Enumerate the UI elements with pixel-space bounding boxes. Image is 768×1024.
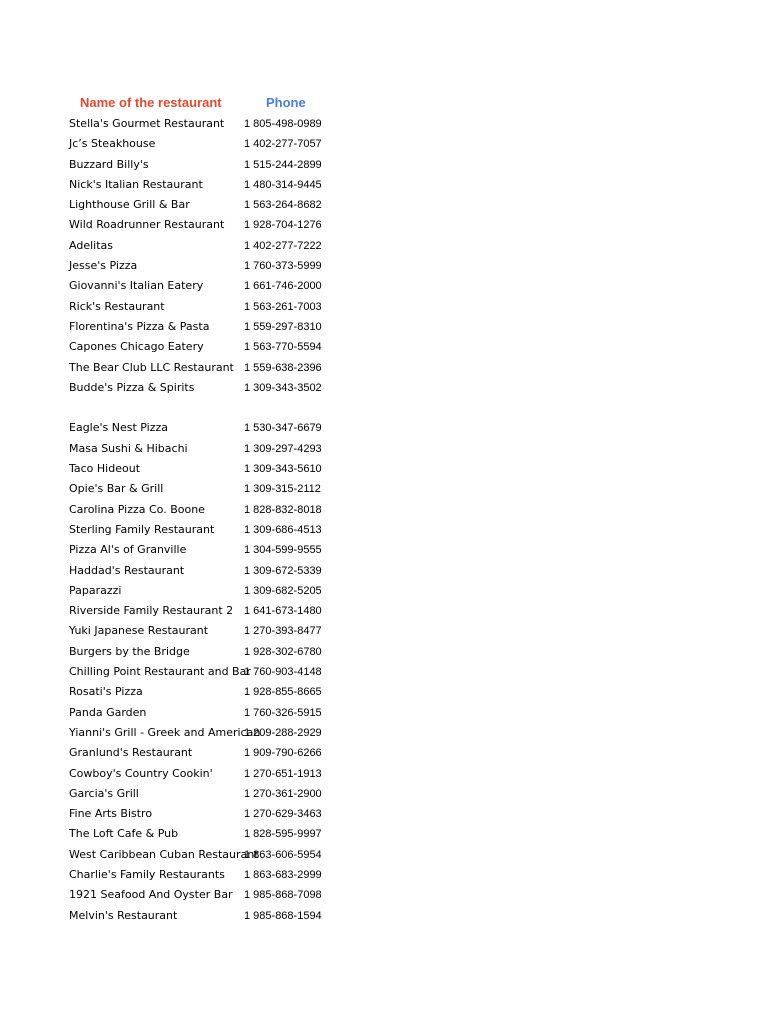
phone-cell: 1 270-361-2900 (244, 787, 322, 800)
restaurant-name-cell: Melvin's Restaurant (69, 908, 178, 922)
phone-cell: 1 480-314-9445 (244, 178, 322, 191)
column-header-name: Name of the restaurant (80, 95, 222, 110)
restaurant-name-cell: Sterling Family Restaurant (69, 522, 215, 536)
table-row (0, 175, 768, 195)
restaurant-name-cell: Carolina Pizza Co. Boone (69, 502, 205, 516)
table-row (0, 581, 768, 601)
phone-cell: 1 559-638-2396 (244, 361, 322, 374)
phone-cell: 1 760-373-5999 (244, 260, 322, 273)
restaurant-name-cell: Rosati's Pizza (69, 685, 143, 699)
restaurant-name-cell: Lighthouse Grill & Bar (69, 198, 190, 212)
table-row (0, 418, 768, 438)
table-row (0, 134, 768, 154)
phone-cell: 1 909-790-6266 (244, 747, 322, 760)
table-row (0, 337, 768, 357)
phone-cell: 1 805-498-0989 (244, 118, 322, 130)
column-header-phone: Phone (266, 95, 306, 110)
phone-cell: 1 828-595-9997 (244, 828, 322, 841)
restaurant-name-cell: Yuki Japanese Restaurant (69, 624, 209, 638)
table-row (0, 378, 768, 398)
table-row (0, 479, 768, 499)
table-row (0, 865, 768, 885)
phone-cell: 1 563-264-8682 (244, 199, 322, 212)
phone-cell: 1 863-606-5954 (244, 848, 322, 861)
restaurant-name-cell: Rick's Restaurant (69, 299, 165, 313)
restaurant-table (0, 114, 768, 926)
restaurant-name-cell: Cowboy's Country Cookin' (69, 766, 213, 780)
table-row (0, 215, 768, 235)
table-row (0, 906, 768, 926)
table-row (0, 561, 768, 581)
phone-cell: 1 559-297-8310 (244, 320, 322, 333)
table-row (0, 804, 768, 824)
phone-cell: 1 309-343-3502 (244, 381, 322, 394)
restaurant-name-cell: Florentina's Pizza & Pasta (69, 319, 210, 333)
restaurant-name-cell: Haddad's Restaurant (69, 563, 185, 577)
restaurant-name-cell: Nick's Italian Restaurant (69, 177, 203, 191)
table-row (0, 195, 768, 215)
phone-cell: 1 402-277-7222 (244, 239, 322, 252)
phone-cell: 1 309-315-2112 (244, 483, 321, 496)
phone-cell: 1 270-393-8477 (244, 625, 322, 638)
restaurant-name-cell: Wild Roadrunner Restaurant (69, 218, 225, 232)
table-row (0, 358, 768, 378)
restaurant-name-cell: 1921 Seafood And Oyster Bar (69, 888, 233, 902)
table-row (0, 439, 768, 459)
restaurant-name-cell: Paparazzi (69, 583, 122, 597)
phone-cell: 1 661-746-2000 (244, 280, 322, 293)
table-row (0, 317, 768, 337)
restaurant-name-cell: Giovanni's Italian Eatery (69, 279, 204, 293)
phone-cell: 1 985-868-7098 (244, 889, 322, 902)
phone-cell: 1 563-770-5594 (244, 341, 322, 354)
table-row (0, 155, 768, 175)
phone-cell: 1 402-277-7057 (244, 138, 322, 151)
restaurant-name-cell: Buzzard Billy's (69, 157, 149, 171)
restaurant-name-cell: Chilling Point Restaurant and Bar (69, 665, 251, 679)
restaurant-name-cell: Jc’s Steakhouse (69, 137, 156, 151)
table-row (0, 601, 768, 621)
phone-cell: 1 760-903-4148 (244, 666, 322, 679)
restaurant-name-cell: Burgers by the Bridge (69, 644, 190, 658)
table-row (0, 621, 768, 641)
restaurant-name-cell: Eagle's Nest Pizza (69, 421, 169, 435)
table-row (0, 256, 768, 276)
restaurant-name-cell: Panda Garden (69, 705, 147, 719)
restaurant-name-cell: Riverside Family Restaurant 2 (69, 604, 234, 618)
table-row (0, 459, 768, 479)
table-row (0, 743, 768, 763)
restaurant-name-cell: West Caribbean Cuban Restaurant (69, 847, 259, 861)
restaurant-name-cell: Adelitas (69, 238, 113, 252)
table-row (0, 824, 768, 844)
phone-cell: 1 530-347-6679 (244, 422, 322, 435)
phone-cell: 1 828-832-8018 (244, 503, 322, 516)
table-row (0, 642, 768, 662)
empty-table-row (0, 398, 768, 418)
table-row (0, 784, 768, 804)
restaurant-name-cell: Jesse's Pizza (69, 259, 138, 273)
table-row (0, 500, 768, 520)
restaurant-name-cell: Masa Sushi & Hibachi (69, 441, 188, 455)
restaurant-name-cell: Garcia's Grill (69, 786, 139, 800)
phone-cell: 1 985-868-1594 (244, 909, 322, 922)
phone-cell: 1 309-297-4293 (244, 442, 322, 455)
table-row (0, 114, 768, 134)
phone-cell: 1 270-629-3463 (244, 808, 322, 821)
restaurant-name-cell: Yianni's Grill - Greek and American (69, 725, 261, 739)
table-row (0, 885, 768, 905)
table-row (0, 520, 768, 540)
phone-cell: 1 309-686-4513 (244, 523, 322, 536)
phone-cell: 1 928-855-8665 (244, 686, 322, 699)
phone-cell: 1 309-672-5339 (244, 564, 322, 577)
phone-cell: 1 270-651-1913 (244, 767, 322, 780)
phone-cell: 1 760-326-5915 (244, 706, 322, 719)
phone-cell: 1 304-599-9555 (244, 544, 322, 557)
phone-cell: 1 863-683-2999 (244, 868, 322, 881)
phone-cell: 1 563-261-7003 (244, 300, 322, 313)
phone-cell: 1 515-244-2899 (244, 158, 322, 171)
restaurant-name-cell: Taco Hideout (69, 462, 141, 476)
table-row (0, 682, 768, 702)
table-row (0, 297, 768, 317)
phone-cell: 1 928-302-6780 (244, 645, 322, 658)
table-row (0, 236, 768, 256)
restaurant-name-cell: The Loft Cafe & Pub (69, 827, 179, 841)
table-row (0, 662, 768, 682)
table-row (0, 540, 768, 560)
phone-cell: 1 309-682-5205 (244, 584, 322, 597)
table-row (0, 845, 768, 865)
restaurant-name-cell: Charlie's Family Restaurants (69, 867, 225, 881)
phone-cell: 1 309-343-5610 (244, 463, 322, 476)
restaurant-name-cell: Budde's Pizza & Spirits (69, 380, 195, 394)
phone-cell: 1 641-673-1480 (244, 605, 322, 618)
phone-cell: 1 928-704-1276 (244, 219, 322, 232)
restaurant-name-cell: Capones Chicago Eatery (69, 340, 204, 354)
table-row (0, 764, 768, 784)
table-row (0, 723, 768, 743)
restaurant-name-cell: Fine Arts Bistro (69, 807, 153, 821)
restaurant-name-cell: Stella's Gourmet Restaurant (69, 117, 225, 130)
table-row (0, 703, 768, 723)
restaurant-name-cell: Pizza Al's of Granville (69, 543, 187, 557)
restaurant-name-cell: Granlund's Restaurant (69, 746, 193, 760)
table-row (0, 276, 768, 296)
phone-cell: 1 209-288-2929 (244, 726, 322, 739)
restaurant-name-cell: The Bear Club LLC Restaurant (69, 360, 234, 374)
restaurant-name-cell: Opie's Bar & Grill (69, 482, 164, 496)
